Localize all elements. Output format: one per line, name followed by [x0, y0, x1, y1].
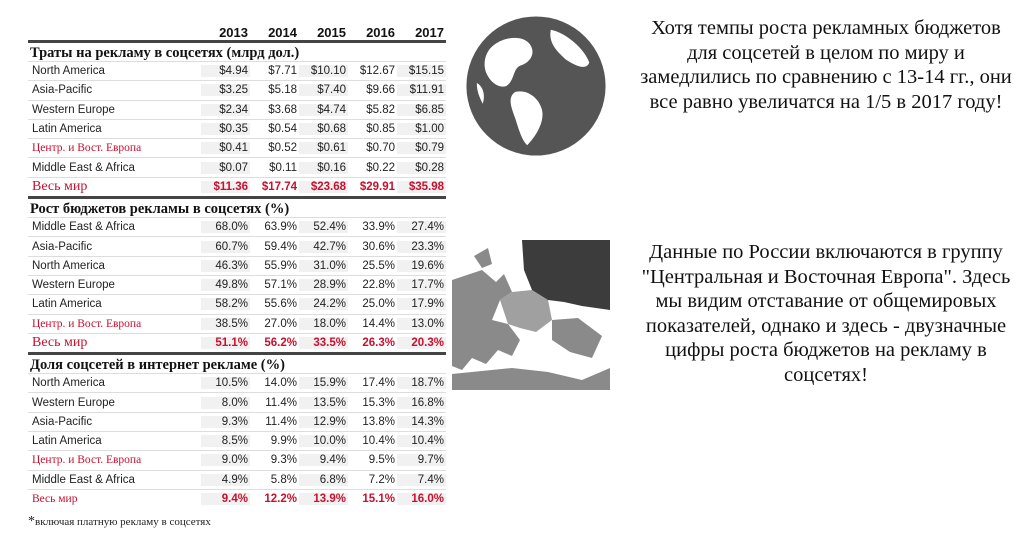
cell-value: 55.9%	[264, 259, 297, 272]
cell-value: 13.0%	[397, 318, 446, 330]
table-row	[28, 294, 446, 313]
cell-value: $29.91	[359, 180, 395, 193]
cell-value: $5.18	[268, 84, 297, 97]
cell-value: 38.5%	[201, 318, 250, 330]
row-label: Asia-Pacific	[32, 415, 93, 428]
cell-value: $6.85	[397, 104, 446, 116]
cell-value: 33.5%	[299, 337, 348, 349]
cell-value: 58.2%	[201, 298, 250, 310]
data-table	[28, 14, 446, 510]
cell-value: 10.5%	[201, 377, 250, 389]
cell-value: 13.8%	[362, 415, 395, 428]
row-label: North America	[32, 65, 105, 78]
table-row	[28, 80, 446, 99]
table-sections	[28, 40, 446, 508]
table-row	[28, 450, 446, 469]
table-row	[28, 392, 446, 411]
cell-value: 63.9%	[264, 221, 297, 234]
cell-value: $0.85	[366, 123, 395, 136]
europe-map-icon	[452, 240, 610, 390]
table-total-row	[28, 489, 446, 508]
cell-value: 7.4%	[397, 474, 446, 486]
cell-value: $23.68	[299, 181, 348, 193]
cell-value: 9.5%	[368, 454, 395, 467]
row-label: Western Europe	[32, 103, 115, 116]
cell-value: 27.0%	[264, 317, 297, 330]
table-row	[28, 61, 446, 80]
cell-value: $9.66	[366, 84, 395, 97]
cell-value: 6.8%	[299, 474, 348, 486]
year-header: 2014	[268, 25, 297, 40]
table-row	[28, 236, 446, 255]
cell-value: 26.3%	[362, 337, 395, 349]
cell-value: $2.34	[201, 104, 250, 116]
cell-value: 55.6%	[264, 298, 297, 311]
cell-value: $17.74	[261, 180, 297, 193]
cell-value: 52.4%	[299, 221, 348, 233]
row-label: Latin America	[32, 298, 102, 311]
cell-value: 8.5%	[201, 435, 250, 447]
cell-value: $3.68	[268, 103, 297, 116]
cell-value: $0.68	[299, 123, 348, 135]
table-row	[28, 412, 446, 431]
table-row	[28, 256, 446, 275]
cell-value: 11.4%	[265, 415, 297, 428]
footnote-text: включая платную рекламу в соцсетях	[35, 516, 211, 528]
table-row	[28, 119, 446, 138]
cell-value: 13.9%	[299, 493, 348, 505]
cell-value: 18.7%	[397, 377, 446, 389]
year-header: 2013	[219, 25, 248, 40]
cell-value: 5.8%	[270, 473, 297, 486]
cell-value: 20.3%	[397, 337, 446, 349]
row-label: Центр. и Вост. Европа	[32, 142, 142, 155]
year-header-row	[28, 20, 446, 40]
cell-value: 9.4%	[299, 454, 348, 466]
cell-value: 9.7%	[397, 454, 446, 466]
cell-value: $0.22	[366, 161, 395, 174]
row-label: Middle East & Africa	[32, 161, 135, 174]
cell-value: 10.0%	[299, 435, 348, 447]
row-label: Весь мир	[32, 493, 78, 506]
row-label: Весь мир	[32, 335, 88, 350]
cell-value: $4.74	[299, 104, 348, 116]
row-label: Latin America	[32, 435, 102, 448]
cell-value: 25.5%	[362, 259, 395, 272]
cell-value: $11.91	[397, 84, 446, 96]
cell-value: 12.2%	[264, 493, 297, 506]
cell-value: 19.6%	[397, 260, 446, 272]
table-total-row	[28, 177, 446, 196]
cell-value: $0.79	[397, 142, 446, 154]
cell-value: 27.4%	[397, 221, 446, 233]
row-label: Western Europe	[32, 279, 115, 292]
table-row	[28, 138, 446, 157]
row-label: Центр. и Вост. Европа	[32, 317, 142, 330]
cell-value: 9.3%	[201, 416, 250, 428]
cell-value: 49.8%	[201, 279, 250, 291]
section-title: Доля соцсетей в интернет рекламе (%)	[28, 352, 446, 373]
cell-value: 28.9%	[299, 279, 348, 291]
row-label: Asia-Pacific	[32, 240, 93, 253]
table-row	[28, 314, 446, 333]
cell-value: 59.4%	[264, 240, 297, 253]
footnote	[28, 514, 211, 530]
cell-value: $0.35	[201, 123, 250, 135]
cell-value: 14.4%	[362, 317, 395, 330]
year-header: 2015	[317, 25, 346, 40]
cell-value: 9.4%	[201, 493, 250, 505]
cell-value: $1.00	[397, 123, 446, 135]
cell-value: 14.3%	[397, 416, 446, 428]
cell-value: 14.0%	[264, 377, 297, 390]
table-row	[28, 373, 446, 392]
cell-value: $7.71	[268, 65, 297, 78]
cell-value: 23.3%	[397, 241, 446, 253]
cell-value: $10.10	[299, 65, 348, 77]
cell-value: 31.0%	[299, 260, 348, 272]
cell-value: $15.15	[397, 65, 446, 77]
table-row	[28, 100, 446, 119]
cell-value: $3.25	[201, 84, 250, 96]
cell-value: 18.0%	[299, 318, 348, 330]
cell-value: 60.7%	[201, 241, 250, 253]
cell-value: 9.9%	[270, 435, 297, 448]
cell-value: 16.0%	[397, 493, 446, 505]
row-label: Middle East & Africa	[32, 221, 135, 234]
cell-value: 8.0%	[201, 397, 250, 409]
table-row	[28, 157, 446, 176]
row-label: Весь мир	[32, 178, 88, 194]
row-label: North America	[32, 259, 105, 272]
row-label: Western Europe	[32, 396, 115, 409]
cell-value: $35.98	[397, 181, 446, 193]
cell-value: 57.1%	[264, 279, 297, 292]
cell-value: $0.11	[269, 161, 297, 174]
cell-value: 46.3%	[201, 260, 250, 272]
cell-value: 17.4%	[362, 377, 395, 390]
cell-value: $0.41	[201, 142, 250, 154]
cell-value: $0.28	[397, 162, 446, 174]
cell-value: $0.07	[201, 162, 250, 174]
cell-value: $0.61	[299, 142, 348, 154]
cell-value: 56.2%	[264, 337, 297, 349]
cell-value: $5.82	[366, 103, 395, 116]
cell-value: 42.7%	[299, 241, 348, 253]
cell-value: 25.0%	[362, 298, 395, 311]
cell-value: 17.7%	[397, 279, 446, 291]
cell-value: 30.6%	[362, 240, 395, 253]
footnote-star: *	[28, 514, 35, 529]
cell-value: 15.1%	[362, 493, 395, 506]
cell-value: $11.36	[201, 181, 250, 193]
cell-value: $0.70	[366, 142, 395, 155]
cell-value: $0.52	[268, 142, 297, 155]
cell-value: 15.9%	[299, 377, 348, 389]
row-label: Latin America	[32, 123, 102, 136]
globe-ocean	[466, 16, 605, 155]
table-row	[28, 470, 446, 489]
cell-value: 16.8%	[397, 397, 446, 409]
cell-value: 68.0%	[201, 221, 250, 233]
cell-value: 10.4%	[397, 435, 446, 447]
year-header: 2017	[415, 25, 444, 40]
table-total-row	[28, 333, 446, 352]
row-label: North America	[32, 377, 105, 390]
cell-value: 24.2%	[299, 298, 348, 310]
section-title: Рост бюджетов рекламы в соцсетях (%)	[28, 196, 446, 217]
cell-value: 51.1%	[201, 337, 250, 349]
cell-value: 4.9%	[201, 474, 250, 486]
cell-value: 9.0%	[201, 454, 250, 466]
cell-value: 11.4%	[265, 396, 297, 409]
cell-value: $0.54	[268, 123, 297, 136]
globe-icon	[462, 12, 610, 160]
cell-value: 13.5%	[299, 397, 348, 409]
cell-value: 9.3%	[270, 454, 297, 467]
cell-value: 17.9%	[397, 298, 446, 310]
cell-value: 12.9%	[299, 416, 348, 428]
cell-value: 22.8%	[362, 279, 395, 292]
cell-value: 7.2%	[368, 473, 395, 486]
section-title: Траты на рекламу в соцсетях (млрд дол.)	[28, 40, 446, 61]
cell-value: $7.40	[299, 84, 348, 96]
cell-value: $12.67	[359, 65, 395, 78]
cell-value: 15.3%	[362, 396, 395, 409]
table-row	[28, 217, 446, 236]
cell-value: $0.16	[299, 162, 348, 174]
row-label: Asia-Pacific	[32, 84, 93, 97]
row-label: Middle East & Africa	[32, 473, 135, 486]
cell-value: 10.4%	[362, 435, 395, 448]
growth-note: Хотя темпы роста рекламных бюджетов для соцсетей в целом по миру и замедлились по сравнению с 13-14 гг., они все равно увеличатся на 1/5 в 2017 году!	[640, 17, 1012, 113]
russia-note: Данные по России включаются в группу "Центральная и Восточная Европа". Здесь мы видим отставание от общемировых показателей, однако и здесь - двузначные цифры роста бюджетов на рекламу в соцсетях!	[641, 241, 1011, 386]
row-label: Центр. и Вост. Европа	[32, 454, 142, 467]
cell-value: 33.9%	[362, 221, 395, 234]
cell-value: $4.94	[201, 65, 250, 77]
table-row	[28, 275, 446, 294]
table-row	[28, 431, 446, 450]
year-header: 2016	[366, 25, 395, 40]
